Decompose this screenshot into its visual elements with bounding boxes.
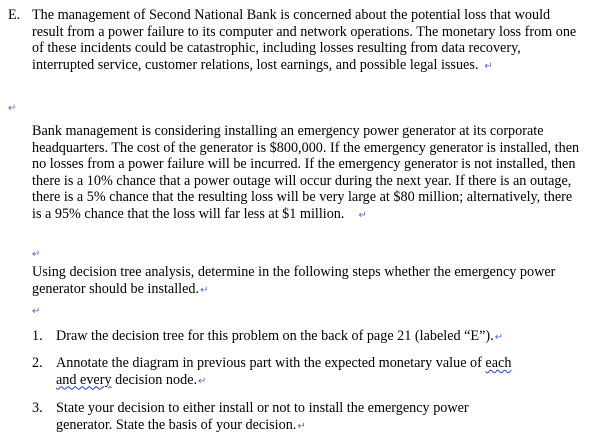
paragraph-mark-icon: ↵	[8, 103, 17, 114]
paragraph-mark-icon: ↵	[297, 420, 306, 432]
instruction-paragraph-text: Using decision tree analysis, determine in the following steps whether the emergency power generator should be installed.	[32, 264, 556, 297]
step-3-label: State your decision to either install or not to install the emergency power generator. State the basis of your decision.	[56, 400, 469, 433]
paragraph-mark-icon: ↵	[32, 249, 41, 260]
step-2-underlined-and-every: and every	[56, 371, 112, 388]
step-1-text	[56, 328, 586, 347]
paragraph-mark-icon: ↵	[494, 332, 504, 343]
step-2-number: 2.	[32, 355, 43, 371]
step-2-underlined-each: each	[485, 355, 512, 371]
step-1-label: Draw the decision tree for this problem on the back of page 21 (labeled “E”).	[56, 328, 494, 344]
step-2-label-after: decision node.	[111, 371, 198, 388]
paragraph-mark-icon: ↵	[200, 284, 209, 296]
step-2-text	[56, 355, 586, 390]
step-3-number: 3.	[32, 400, 43, 416]
intro-paragraph	[32, 7, 580, 75]
intro-paragraph-text: The management of Second National Bank is concerned about the potential loss that would result from a power failure to its computer and network operations. The monetary loss from one of these incidents could be catastrophic, including losses resulting from data recovery, interrupted service, customer relations, lost earnings, and possible legal issues.	[32, 7, 577, 73]
scenario-paragraph	[32, 123, 580, 225]
paragraph-mark-icon: ↵	[358, 209, 367, 221]
scenario-paragraph-text: Bank management is considering installing an emergency power generator at its corporate headquarters. The cost of the generator is $800,000. If the emergency generator is installed, then no losses from a power failure will be incurred. If the emergency generator is not installed, then there is a 10% chance that a power outage will occur during the next year. If there is an outage, there is a 5% chance that the resulting loss will be very large at $80 million; alternatively, there is a 95% chance that the loss will far less at $1 million.	[32, 123, 580, 222]
paragraph-mark-icon: ↵	[32, 306, 41, 317]
section-letter: E.	[8, 7, 21, 23]
instruction-paragraph	[32, 264, 582, 299]
paragraph-mark-icon: ↵	[198, 375, 207, 387]
step-3-text	[56, 400, 526, 435]
step-2-label-before: Annotate the diagram in previous part with the expected monetary value of	[56, 355, 486, 371]
paragraph-mark-icon: ↵	[484, 60, 493, 72]
step-1-number: 1.	[32, 328, 43, 344]
